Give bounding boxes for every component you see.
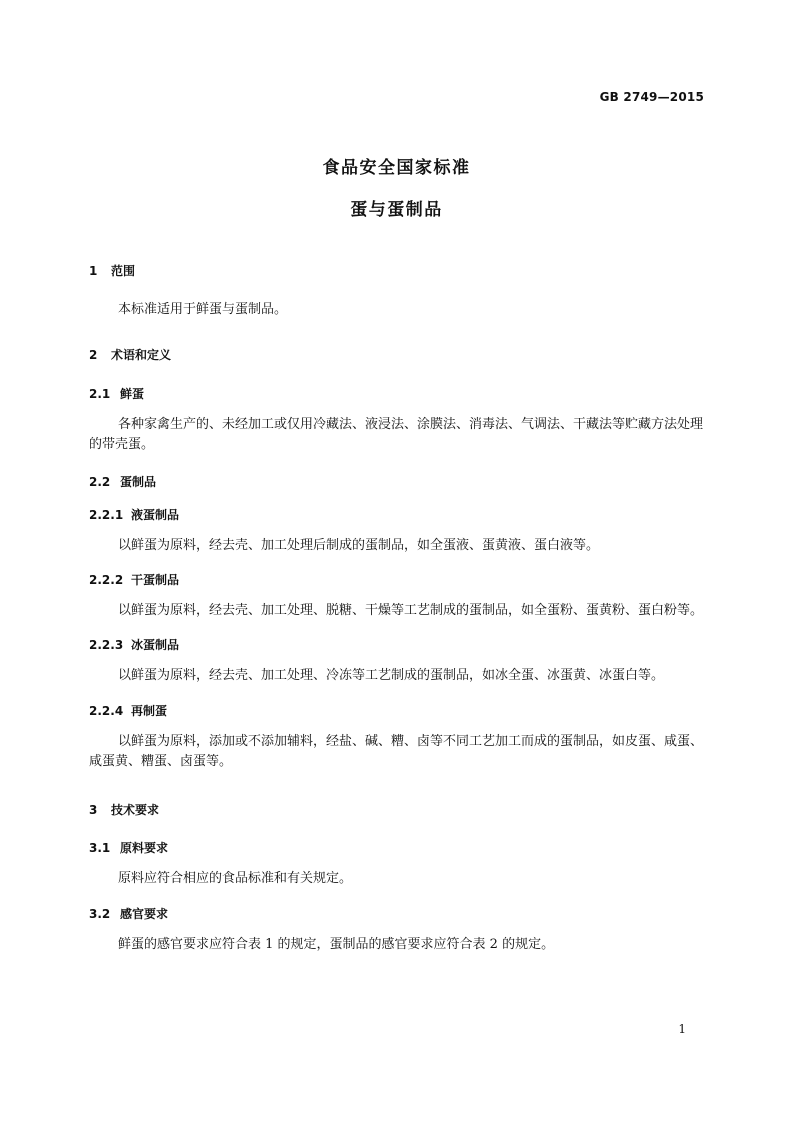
section-heading-3 xyxy=(89,801,159,818)
section-heading-3-2 xyxy=(89,905,168,922)
section-title: 术语和定义 xyxy=(111,348,172,362)
section-paragraph: 以鲜蛋为原料，经去壳、加工处理、冷冻等工艺制成的蛋制品，如冰全蛋、冰蛋黄、冰蛋白等。 xyxy=(118,668,665,683)
section-paragraph: 本标准适用于鲜蛋与蛋制品。 xyxy=(118,302,288,317)
section-number: 2.2.1 xyxy=(89,508,124,522)
section-number: 2.2 xyxy=(89,475,111,489)
section-paragraph: 各种家禽生产的、未经加工或仅用冷藏法、液浸法、涂膜法、消毒法、气调法、干藏法等贮藏方法处理的带壳蛋。 xyxy=(89,417,704,452)
section-number: 3 xyxy=(89,803,98,817)
page-number: 1 xyxy=(678,1022,686,1036)
section-title: 范围 xyxy=(111,264,136,278)
section-title: 技术要求 xyxy=(111,803,160,817)
section-paragraph: 以鲜蛋为原料，经去壳、加工处理、脱糖、干燥等工艺制成的蛋制品，如全蛋粉、蛋黄粉、蛋白粉等。 xyxy=(118,603,704,618)
section-heading-3-1 xyxy=(89,839,168,856)
section-title: 鲜蛋 xyxy=(120,387,145,401)
section-heading-2-2-1 xyxy=(89,506,179,523)
document-subtitle: 蛋与蛋制品 xyxy=(350,200,443,220)
section-title: 冰蛋制品 xyxy=(131,638,180,652)
section-title: 干蛋制品 xyxy=(131,573,180,587)
section-paragraph: 原料应符合相应的食品标准和有关规定。 xyxy=(118,871,353,886)
section-title: 原料要求 xyxy=(120,841,169,855)
section-heading-2-2-3 xyxy=(89,636,179,653)
section-paragraph: 以鲜蛋为原料，经去壳、加工处理后制成的蛋制品，如全蛋液、蛋黄液、蛋白液等。 xyxy=(118,538,600,553)
section-title: 蛋制品 xyxy=(120,475,157,489)
section-title: 液蛋制品 xyxy=(131,508,180,522)
section-paragraph: 以鲜蛋为原料，添加或不添加辅料，经盐、碱、糟、卤等不同工艺加工而成的蛋制品，如皮蛋、咸蛋、咸蛋黄、糟蛋、卤蛋等。 xyxy=(89,734,704,769)
section-heading-1 xyxy=(89,262,135,279)
section-title: 再制蛋 xyxy=(131,704,168,718)
section-number: 2.2.3 xyxy=(89,638,124,652)
section-heading-2-2-4 xyxy=(89,702,167,719)
section-heading-2-2 xyxy=(89,473,156,490)
document-title: 食品安全国家标准 xyxy=(322,158,471,178)
section-paragraph: 鲜蛋的感官要求应符合表 1 的规定，蛋制品的感官要求应符合表 2 的规定。 xyxy=(118,937,555,952)
section-number: 2.1 xyxy=(89,387,111,401)
section-number: 3.1 xyxy=(89,841,111,855)
section-title: 感官要求 xyxy=(120,907,169,921)
section-heading-2-1 xyxy=(89,385,144,402)
section-number: 2 xyxy=(89,348,98,362)
section-heading-2-2-2 xyxy=(89,571,179,588)
section-number: 3.2 xyxy=(89,907,111,921)
standard-code: GB 2749—2015 xyxy=(599,90,704,104)
section-number: 1 xyxy=(89,264,98,278)
section-number: 2.2.4 xyxy=(89,704,124,718)
section-heading-2 xyxy=(89,346,171,363)
section-number: 2.2.2 xyxy=(89,573,124,587)
